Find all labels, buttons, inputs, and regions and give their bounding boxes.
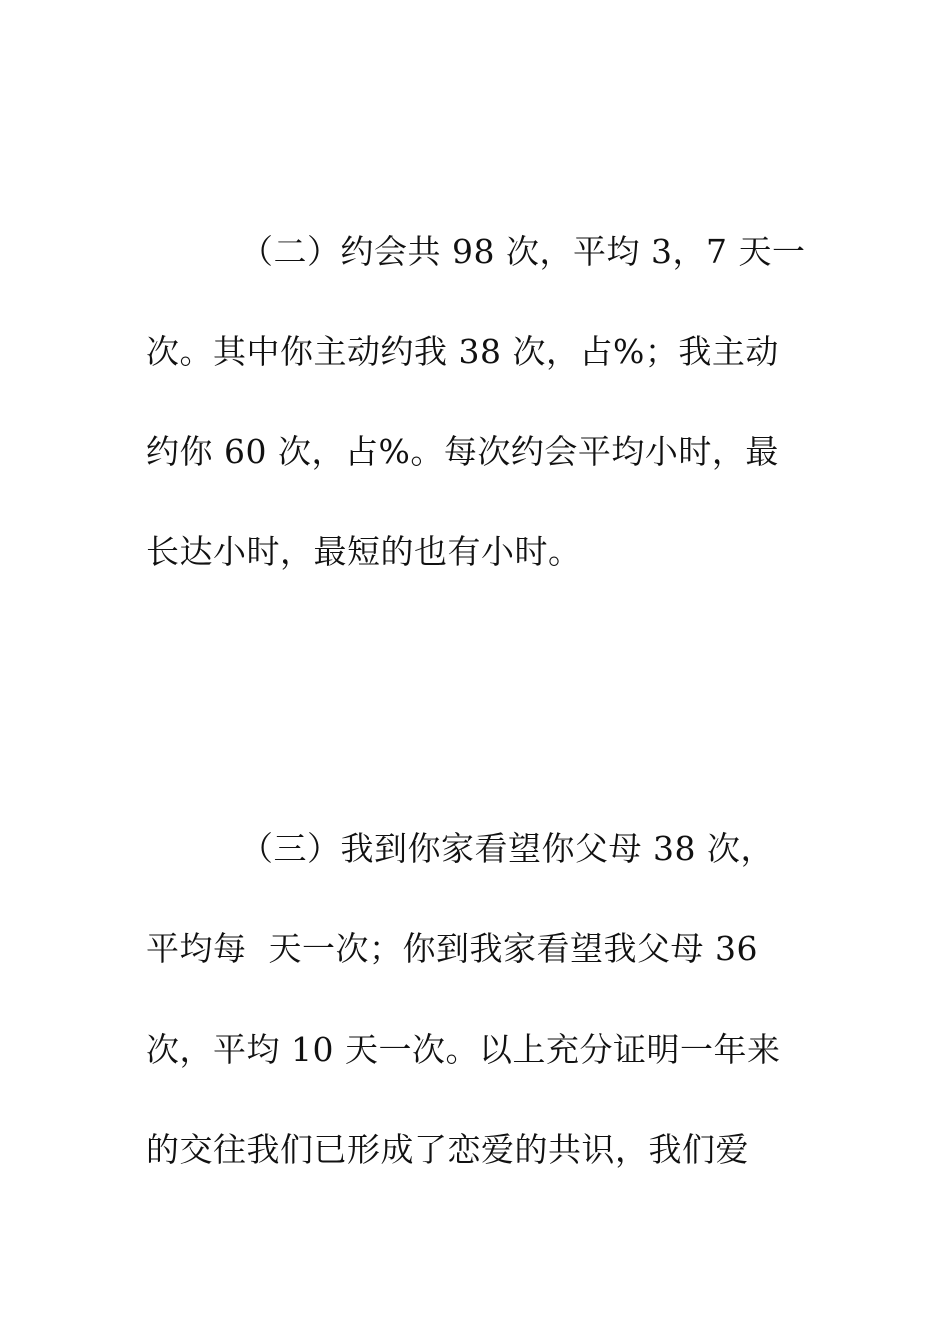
paragraph-line: 平均每 天一次；你到我家看望我父母 36 [146, 929, 758, 968]
paragraph-line: （二）约会共 98 次，平均 3，7 天一 [240, 232, 806, 271]
paragraph-line: 约你 60 次，占%。每次约会平均小时，最 [146, 432, 779, 471]
paragraph-line: 长达小时，最短的也有小时。 [146, 532, 582, 571]
paragraph-line: （三）我到你家看望你父母 38 次， [240, 829, 774, 868]
paragraph-line: 的交往我们已形成了恋爱的共识，我们爱 [146, 1130, 749, 1169]
paragraph-line: 次。其中你主动约我 38 次，占%；我主动 [146, 332, 779, 371]
paragraph-line: 次，平均 10 天一次。以上充分证明一年来 [146, 1030, 781, 1069]
